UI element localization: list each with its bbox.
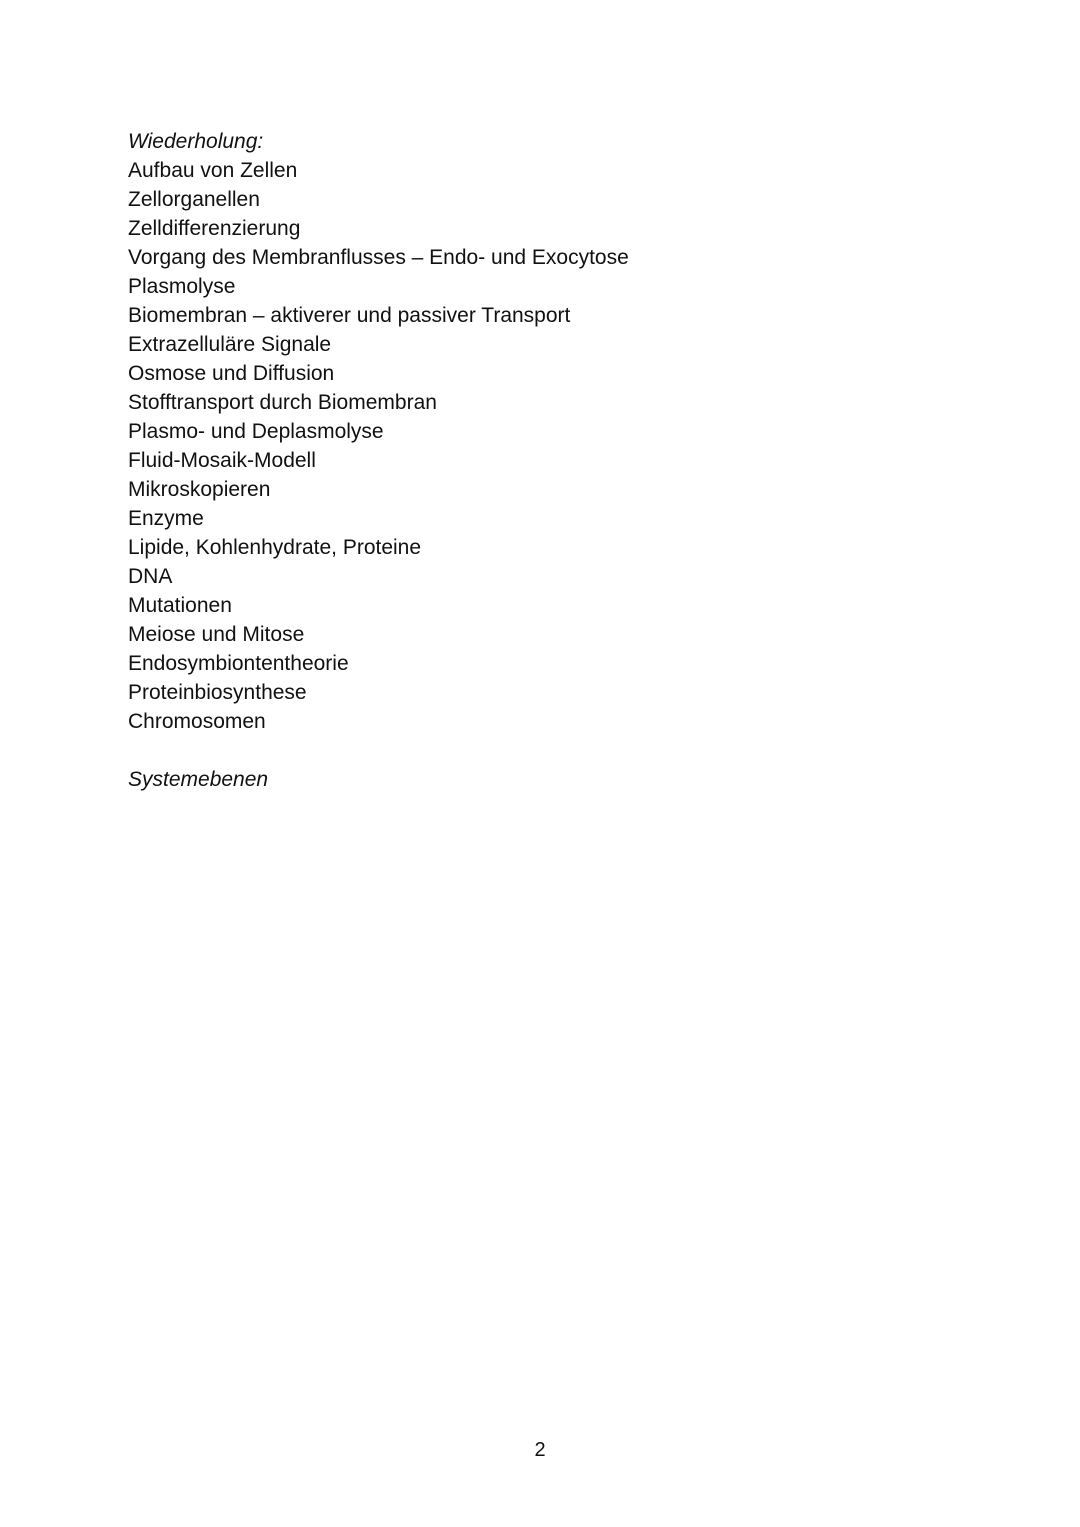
page-content <box>128 127 928 794</box>
topic-item: Stofftransport durch Biomembran <box>128 391 437 414</box>
topic-item: Proteinbiosynthese <box>128 681 307 704</box>
topic-item: Chromosomen <box>128 710 266 733</box>
topic-item: Zellorganellen <box>128 188 260 211</box>
topic-item: Osmose und Diffusion <box>128 362 335 385</box>
topic-item: Endosymbiontentheorie <box>128 652 349 675</box>
topic-item: Enzyme <box>128 507 204 530</box>
topic-item: Vorgang des Membranflusses – Endo- und Exocytose <box>128 246 629 269</box>
topic-item: Aufbau von Zellen <box>128 159 298 182</box>
topic-item: Biomembran – aktiverer und passiver Transport <box>128 304 571 327</box>
topic-list <box>128 156 928 736</box>
topic-item: Mikroskopieren <box>128 478 271 501</box>
review-heading: Wiederholung: <box>128 130 264 153</box>
topic-item: Fluid-Mosaik-Modell <box>128 449 316 472</box>
topic-item: Plasmolyse <box>128 275 236 298</box>
topic-item: DNA <box>128 565 173 588</box>
topic-item: Lipide, Kohlenhydrate, Proteine <box>128 536 422 559</box>
topic-item: Plasmo- und Deplasmolyse <box>128 420 384 443</box>
section-heading: Systemebenen <box>128 768 269 791</box>
topic-item: Mutationen <box>128 594 232 617</box>
topic-item: Meiose und Mitose <box>128 623 305 646</box>
topic-item: Extrazelluläre Signale <box>128 333 332 356</box>
topic-item: Zelldifferenzierung <box>128 217 301 240</box>
page-number: 2 <box>534 1439 546 1461</box>
